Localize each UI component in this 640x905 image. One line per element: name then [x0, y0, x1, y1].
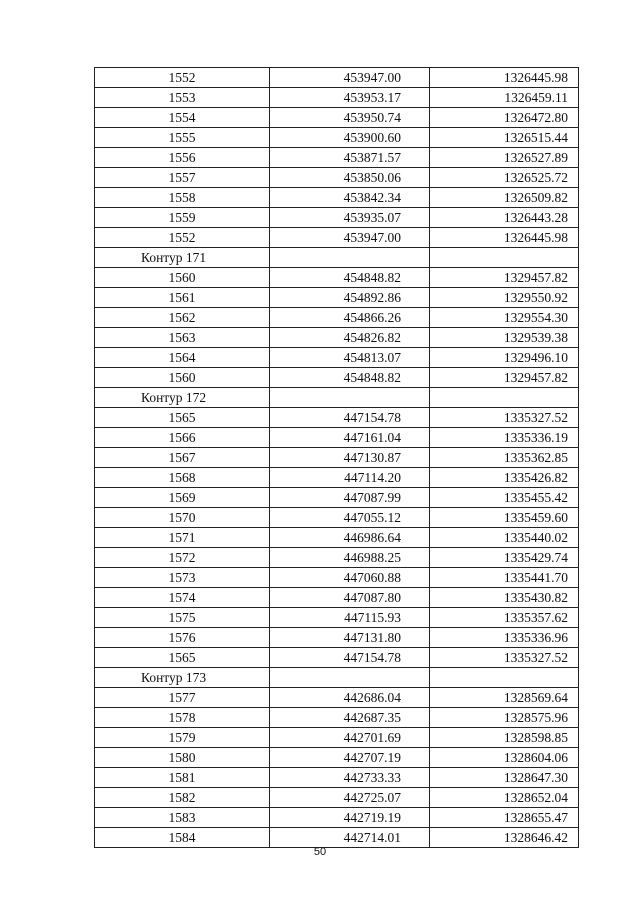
x-coordinate-cell: 454848.82: [270, 368, 430, 388]
y-coordinate-cell: 1329539.38: [430, 328, 579, 348]
x-coordinate-cell: 447115.93: [270, 608, 430, 628]
y-coordinate-cell: 1328604.06: [430, 748, 579, 768]
x-coordinate-cell: 442701.69: [270, 728, 430, 748]
x-coordinate-cell: 446988.25: [270, 548, 430, 568]
y-coordinate-cell: 1335362.85: [430, 448, 579, 468]
x-coordinate-cell: 453935.07: [270, 208, 430, 228]
y-coordinate-cell: 1328647.30: [430, 768, 579, 788]
y-coordinate-cell: 1326459.11: [430, 88, 579, 108]
contour-header-row: [95, 668, 579, 688]
point-number-cell: 1583: [95, 808, 270, 828]
y-coordinate-cell: 1335336.96: [430, 628, 579, 648]
table-row: [95, 808, 579, 828]
table-row: [95, 628, 579, 648]
empty-cell: [430, 388, 579, 408]
table-row: [95, 208, 579, 228]
y-coordinate-cell: 1326443.28: [430, 208, 579, 228]
x-coordinate-cell: 453950.74: [270, 108, 430, 128]
table-row: [95, 68, 579, 88]
point-number-cell: 1576: [95, 628, 270, 648]
x-coordinate-cell: 442714.01: [270, 828, 430, 848]
y-coordinate-cell: 1335336.19: [430, 428, 579, 448]
point-number-cell: 1553: [95, 88, 270, 108]
empty-cell: [270, 248, 430, 268]
point-number-cell: 1563: [95, 328, 270, 348]
table-row: [95, 228, 579, 248]
x-coordinate-cell: 454892.86: [270, 288, 430, 308]
point-number-cell: 1556: [95, 148, 270, 168]
y-coordinate-cell: 1329496.10: [430, 348, 579, 368]
point-number-cell: 1582: [95, 788, 270, 808]
x-coordinate-cell: 454848.82: [270, 268, 430, 288]
point-number-cell: 1584: [95, 828, 270, 848]
table-row: [95, 288, 579, 308]
y-coordinate-cell: 1328569.64: [430, 688, 579, 708]
table-row: [95, 768, 579, 788]
y-coordinate-cell: 1326515.44: [430, 128, 579, 148]
y-coordinate-cell: 1335357.62: [430, 608, 579, 628]
point-number-cell: 1555: [95, 128, 270, 148]
x-coordinate-cell: 453947.00: [270, 68, 430, 88]
x-coordinate-cell: 447154.78: [270, 408, 430, 428]
x-coordinate-cell: 447114.20: [270, 468, 430, 488]
point-number-cell: 1558: [95, 188, 270, 208]
x-coordinate-cell: 454826.82: [270, 328, 430, 348]
x-coordinate-cell: 442686.04: [270, 688, 430, 708]
table-row: [95, 328, 579, 348]
point-number-cell: 1567: [95, 448, 270, 468]
point-number-cell: 1565: [95, 408, 270, 428]
point-number-cell: 1554: [95, 108, 270, 128]
point-number-cell: 1565: [95, 648, 270, 668]
point-number-cell: 1574: [95, 588, 270, 608]
contour-header-row: [95, 388, 579, 408]
table-row: [95, 168, 579, 188]
table-row: [95, 408, 579, 428]
point-number-cell: 1571: [95, 528, 270, 548]
contour-label: Контур 173: [95, 668, 270, 688]
x-coordinate-cell: 447055.12: [270, 508, 430, 528]
table-row: [95, 648, 579, 668]
x-coordinate-cell: 454866.26: [270, 308, 430, 328]
table-row: [95, 828, 579, 848]
x-coordinate-cell: 442719.19: [270, 808, 430, 828]
table-row: [95, 708, 579, 728]
y-coordinate-cell: 1329457.82: [430, 368, 579, 388]
point-number-cell: 1552: [95, 68, 270, 88]
x-coordinate-cell: 453842.34: [270, 188, 430, 208]
contour-label: Контур 172: [95, 388, 270, 408]
point-number-cell: 1569: [95, 488, 270, 508]
y-coordinate-cell: 1335459.60: [430, 508, 579, 528]
table-row: [95, 88, 579, 108]
table-row: [95, 548, 579, 568]
contour-header-row: [95, 248, 579, 268]
point-number-cell: 1561: [95, 288, 270, 308]
point-number-cell: 1578: [95, 708, 270, 728]
empty-cell: [430, 248, 579, 268]
point-number-cell: 1572: [95, 548, 270, 568]
x-coordinate-cell: 447087.80: [270, 588, 430, 608]
table-row: [95, 368, 579, 388]
point-number-cell: 1580: [95, 748, 270, 768]
point-number-cell: 1570: [95, 508, 270, 528]
x-coordinate-cell: 453900.60: [270, 128, 430, 148]
table-row: [95, 568, 579, 588]
y-coordinate-cell: 1328598.85: [430, 728, 579, 748]
point-number-cell: 1560: [95, 368, 270, 388]
y-coordinate-cell: 1326527.89: [430, 148, 579, 168]
y-coordinate-cell: 1335441.70: [430, 568, 579, 588]
y-coordinate-cell: 1335426.82: [430, 468, 579, 488]
table-row: [95, 188, 579, 208]
x-coordinate-cell: 447154.78: [270, 648, 430, 668]
table-row: [95, 108, 579, 128]
table-row: [95, 448, 579, 468]
point-number-cell: 1573: [95, 568, 270, 588]
y-coordinate-cell: 1328575.96: [430, 708, 579, 728]
point-number-cell: 1568: [95, 468, 270, 488]
point-number-cell: 1575: [95, 608, 270, 628]
x-coordinate-cell: 453850.06: [270, 168, 430, 188]
x-coordinate-cell: 447131.80: [270, 628, 430, 648]
y-coordinate-cell: 1326445.98: [430, 68, 579, 88]
table-row: [95, 308, 579, 328]
table-row: [95, 428, 579, 448]
y-coordinate-cell: 1326472.80: [430, 108, 579, 128]
point-number-cell: 1560: [95, 268, 270, 288]
y-coordinate-cell: 1335327.52: [430, 408, 579, 428]
empty-cell: [430, 668, 579, 688]
empty-cell: [270, 668, 430, 688]
y-coordinate-cell: 1335429.74: [430, 548, 579, 568]
coordinates-table: [94, 67, 579, 848]
y-coordinate-cell: 1335440.02: [430, 528, 579, 548]
x-coordinate-cell: 442733.33: [270, 768, 430, 788]
point-number-cell: 1577: [95, 688, 270, 708]
y-coordinate-cell: 1328655.47: [430, 808, 579, 828]
point-number-cell: 1562: [95, 308, 270, 328]
x-coordinate-cell: 447130.87: [270, 448, 430, 468]
x-coordinate-cell: 447060.88: [270, 568, 430, 588]
x-coordinate-cell: 442725.07: [270, 788, 430, 808]
table-row: [95, 588, 579, 608]
x-coordinate-cell: 447161.04: [270, 428, 430, 448]
x-coordinate-cell: 442707.19: [270, 748, 430, 768]
table-row: [95, 268, 579, 288]
point-number-cell: 1581: [95, 768, 270, 788]
table-row: [95, 788, 579, 808]
point-number-cell: 1564: [95, 348, 270, 368]
table-row: [95, 508, 579, 528]
y-coordinate-cell: 1326525.72: [430, 168, 579, 188]
x-coordinate-cell: 446986.64: [270, 528, 430, 548]
empty-cell: [270, 388, 430, 408]
point-number-cell: 1566: [95, 428, 270, 448]
x-coordinate-cell: 453953.17: [270, 88, 430, 108]
y-coordinate-cell: 1326445.98: [430, 228, 579, 248]
point-number-cell: 1557: [95, 168, 270, 188]
contour-label: Контур 171: [95, 248, 270, 268]
page-number: 50: [313, 846, 327, 858]
table-row: [95, 528, 579, 548]
y-coordinate-cell: 1335430.82: [430, 588, 579, 608]
x-coordinate-cell: 442687.35: [270, 708, 430, 728]
x-coordinate-cell: 453947.00: [270, 228, 430, 248]
y-coordinate-cell: 1329457.82: [430, 268, 579, 288]
y-coordinate-cell: 1329554.30: [430, 308, 579, 328]
x-coordinate-cell: 447087.99: [270, 488, 430, 508]
table-row: [95, 468, 579, 488]
table-row: [95, 688, 579, 708]
x-coordinate-cell: 454813.07: [270, 348, 430, 368]
table-row: [95, 488, 579, 508]
table-row: [95, 348, 579, 368]
point-number-cell: 1559: [95, 208, 270, 228]
y-coordinate-cell: 1326509.82: [430, 188, 579, 208]
point-number-cell: 1552: [95, 228, 270, 248]
y-coordinate-cell: 1329550.92: [430, 288, 579, 308]
table-row: [95, 728, 579, 748]
table-row: [95, 608, 579, 628]
table-row: [95, 148, 579, 168]
y-coordinate-cell: 1335455.42: [430, 488, 579, 508]
y-coordinate-cell: 1335327.52: [430, 648, 579, 668]
y-coordinate-cell: 1328646.42: [430, 828, 579, 848]
coordinates-table-body: [95, 68, 579, 848]
table-row: [95, 748, 579, 768]
point-number-cell: 1579: [95, 728, 270, 748]
table-row: [95, 128, 579, 148]
x-coordinate-cell: 453871.57: [270, 148, 430, 168]
y-coordinate-cell: 1328652.04: [430, 788, 579, 808]
